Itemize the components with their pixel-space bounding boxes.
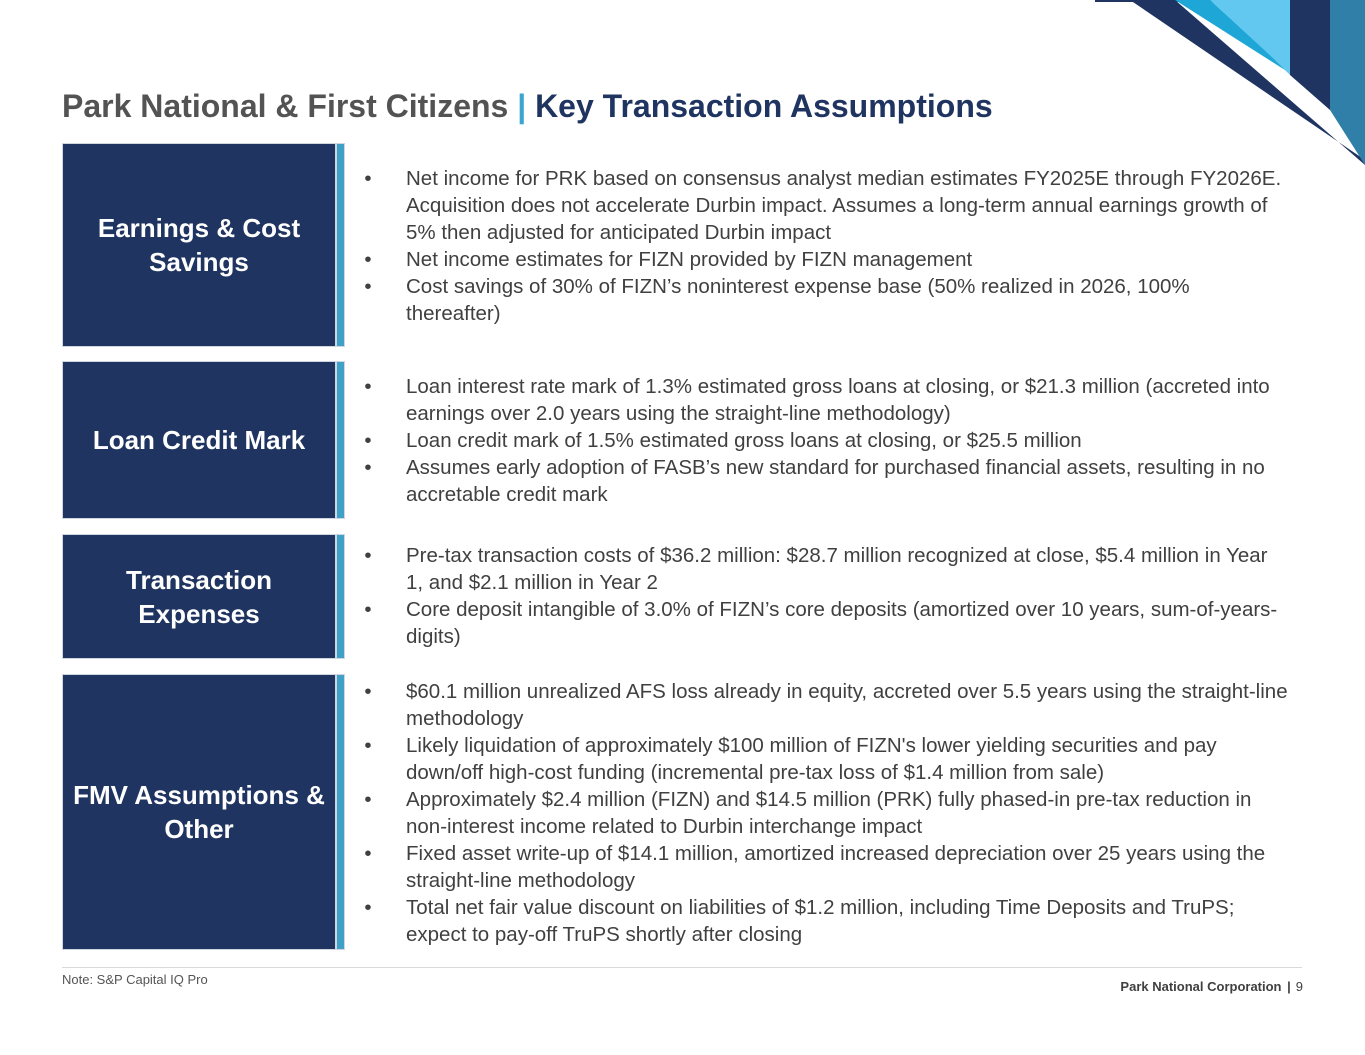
bullet-item xyxy=(358,732,1288,786)
footer-note: Note: S&P Capital IQ Pro xyxy=(62,972,208,987)
corner-stripe-cyan xyxy=(1175,0,1320,100)
bullet-item xyxy=(358,894,1288,948)
bullet-text: Fixed asset write-up of $14.1 million, amortized increased depreciation over 25 years using the straight-line methodology xyxy=(406,842,1266,892)
corner-stripe-steel xyxy=(1330,0,1365,165)
bullet-marker: • xyxy=(364,842,372,865)
bullet-item xyxy=(358,427,1288,454)
bullet-item xyxy=(358,596,1288,650)
title-separator: | xyxy=(517,88,527,124)
section-accent-bar xyxy=(336,143,345,347)
bullet-marker: • xyxy=(364,734,372,757)
bullet-text: Core deposit intangible of 3.0% of FIZN’s core deposits (amortized over 10 years, sum-of-years-digits) xyxy=(406,598,1278,648)
bullet-marker: • xyxy=(364,429,372,452)
bullet-text: Net income estimates for FIZN provided by FIZN management xyxy=(406,248,973,271)
bullet-item xyxy=(358,678,1288,732)
bullet-list xyxy=(358,373,1288,508)
bullet-marker: • xyxy=(364,375,372,398)
title-part-1: Park National & First Citizens xyxy=(62,88,518,124)
bullet-marker: • xyxy=(364,248,372,271)
bullet-marker: • xyxy=(364,167,372,190)
bullet-item xyxy=(358,165,1288,246)
bullet-item xyxy=(358,786,1288,840)
bullet-item xyxy=(358,454,1288,508)
bullet-marker: • xyxy=(364,680,372,703)
bullet-marker: • xyxy=(364,788,372,811)
bullet-list xyxy=(358,542,1288,650)
corner-stripe-navy-1 xyxy=(1130,0,1365,165)
section-label: Loan Credit Mark xyxy=(92,425,306,455)
footer-company: Park National Corporation xyxy=(1120,979,1282,994)
page-title xyxy=(62,88,993,125)
bullet-text: Approximately $2.4 million (FIZN) and $14.5 million (PRK) fully phased-in pre-tax reduction in non-interest income related to Durbin interchange impact xyxy=(406,788,1252,838)
bullet-text: Total net fair value discount on liabilities of $1.2 million, including Time Deposits and TruPS; expect to pay-off TruPS shortly after closing xyxy=(406,896,1235,946)
bullet-item xyxy=(358,840,1288,894)
section-label-box xyxy=(62,534,336,659)
section-accent-bar xyxy=(336,361,345,519)
section-loan-credit-mark xyxy=(62,361,1312,519)
bullet-text: Cost savings of 30% of FIZN’s noninterest expense base (50% realized in 2026, 100% thereafter) xyxy=(406,275,1190,325)
bullet-item xyxy=(358,542,1288,596)
footer-separator: | xyxy=(1287,979,1291,994)
bullet-list xyxy=(358,678,1288,948)
section-label-box xyxy=(62,361,336,519)
title-part-2: Key Transaction Assumptions xyxy=(526,88,993,124)
bullet-list xyxy=(358,165,1288,327)
section-label: Earnings & Cost Savings xyxy=(97,213,301,277)
section-accent-bar xyxy=(336,534,345,659)
corner-stripe-light xyxy=(1210,0,1290,75)
section-accent-bar xyxy=(336,674,345,950)
bullet-item xyxy=(358,373,1288,427)
bullet-text: Loan interest rate mark of 1.3% estimated gross loans at closing, or $21.3 million (accreted into earnings over 2.0 years using the straight-line methodology) xyxy=(406,375,1270,425)
bullet-text: $60.1 million unrealized AFS loss already in equity, accreted over 5.5 years using the straight-line methodology xyxy=(406,680,1288,730)
section-label-box xyxy=(62,674,336,950)
bullet-item xyxy=(358,273,1288,327)
bullet-marker: • xyxy=(364,896,372,919)
bullet-text: Assumes early adoption of FASB’s new standard for purchased financial assets, resulting in no accretable credit mark xyxy=(406,456,1265,506)
bullet-text: Likely liquidation of approximately $100 million of FIZN's lower yielding securities and pay down/off high-cost funding (incremental pre-tax loss of $1.4 million from sale) xyxy=(406,734,1217,784)
section-transaction-expenses xyxy=(62,534,1312,659)
section-earnings-cost-savings xyxy=(62,143,1312,347)
bullet-marker: • xyxy=(364,456,372,479)
bullet-marker: • xyxy=(364,544,372,567)
bullet-marker: • xyxy=(364,275,372,298)
section-label-box xyxy=(62,143,336,347)
bullet-text: Pre-tax transaction costs of $36.2 million: $28.7 million recognized at close, $5.4 million in Year 1, and $2.1 million in Year 2 xyxy=(406,544,1268,594)
bullet-marker: • xyxy=(364,598,372,621)
bullet-text: Loan credit mark of 1.5% estimated gross loans at closing, or $25.5 million xyxy=(406,429,1082,452)
page-number: 9 xyxy=(1295,979,1303,994)
bullet-item xyxy=(358,246,1288,273)
bullet-text: Net income for PRK based on consensus analyst median estimates FY2025E through FY2026E. Acquisition does not accelerate Durbin impact. Assumes a long-term annual earnings growth of 5% then adjusted for anticipated Durbin impact xyxy=(406,167,1282,244)
footer-page-info xyxy=(1120,979,1303,994)
corner-stripe-navy-2 xyxy=(1290,0,1330,110)
footer-divider xyxy=(62,967,1302,968)
section-label: Transaction Expenses xyxy=(126,564,272,629)
section-fmv-assumptions xyxy=(62,674,1312,950)
section-label: FMV Assumptions & Other xyxy=(73,780,325,844)
